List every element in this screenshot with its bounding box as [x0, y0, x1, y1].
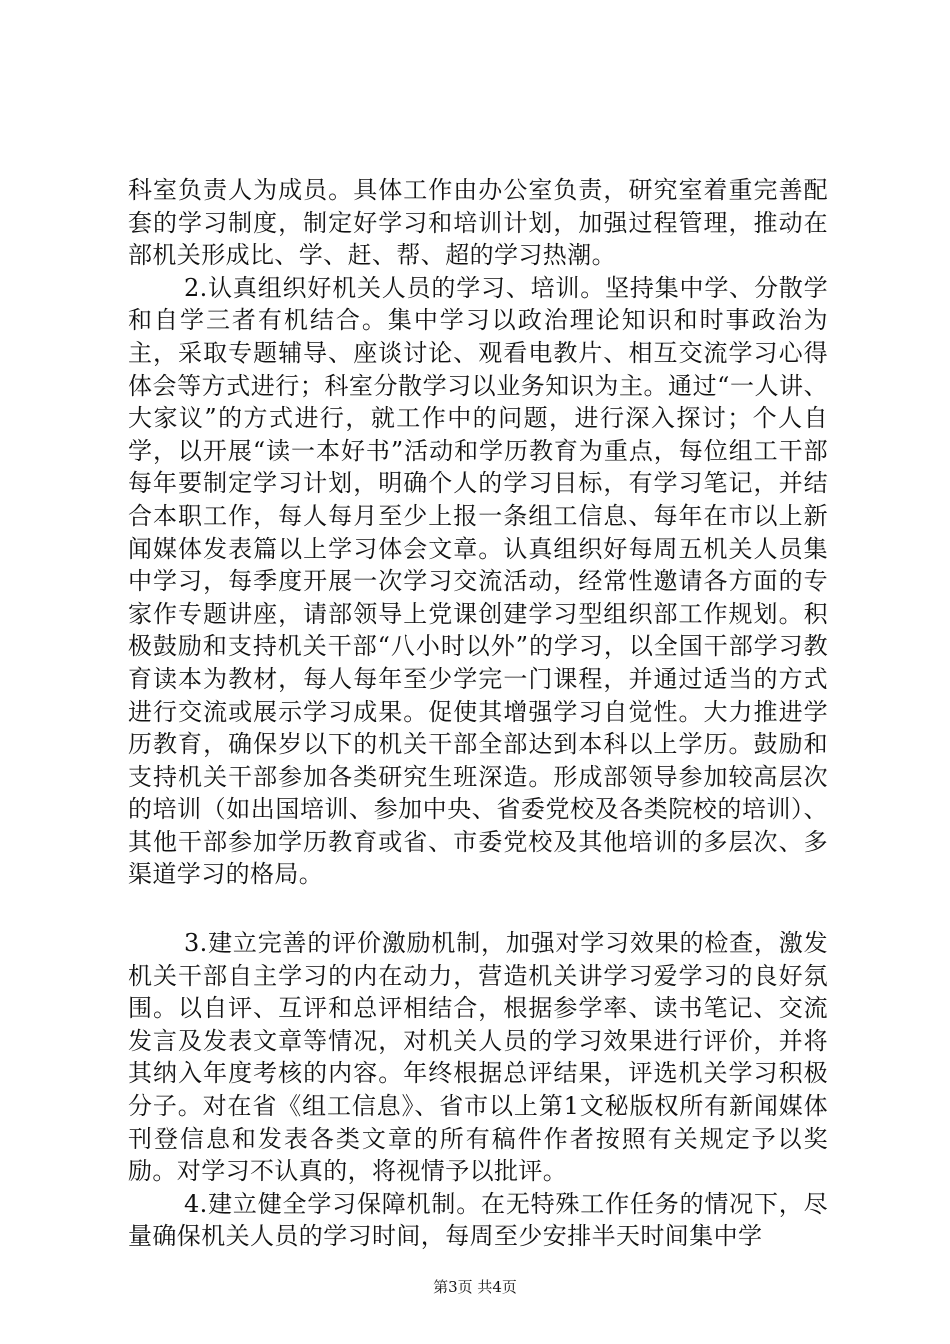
paragraph-spacer [128, 891, 828, 927]
paragraph-item-4: 4.建立健全学习保障机制。在无特殊工作任务的情况下，尽量确保机关人员的学习时间，每周至少安排半天时间集中学 [128, 1189, 828, 1251]
page-footer [0, 1276, 950, 1297]
paragraph-item-2: 2.认真组织好机关人员的学习、培训。坚持集中学、分散学和自学三者有机结合。集中学习以政治理论知识和时事政治为主，采取专题辅导、座谈讨论、观看电教片、相互交流学习心得体会等方式进行；科室分散学习以业务知识为主。通过“一人讲、大家议”的方式进行，就工作中的问题，进行深入探讨；个人自学，以开展“读一本好书”活动和学历教育为重点，每位组工干部每年要制定学习计划，明确个人的学习目标，有学习笔记，并结合本职工作，每人每月至少上报一条组工信息、每年在市以上新闻媒体发表篇以上学习体会文章。认真组织好每周五机关人员集中学习，每季度开展一次学习交流活动，经常性邀请各方面的专家作专题讲座，请部领导上党课创建学习型组织部工作规划。积极鼓励和支持机关干部“八小时以外”的学习，以全国干部学习教育读本为教材，每人每年至少学完一门课程，并通过适当的方式进行交流或展示学习成果。促使其增强学习自觉性。大力推进学历教育，确保岁以下的机关干部全部达到本科以上学历。鼓励和支持机关干部参加各类研究生班深造。形成部领导参加较高层次的培训（如出国培训、参加中央、省委党校及各类院校的培训）、其他干部参加学历教育或省、市委党校及其他培训的多层次、多渠道学习的格局。 [128, 273, 828, 889]
page-number-label: 第3页 共4页 [433, 1278, 517, 1296]
paragraph-item-3: 3.建立完善的评价激励机制，加强对学习效果的检查，激发机关干部自主学习的内在动力，营造机关讲学习爱学习的良好氛围。以自评、互评和总评相结合，根据参学率、读书笔记、交流发言及发表文章等情况，对机关人员的学习效果进行评价，并将其纳入年度考核的内容。年终根据总评结果，评选机关学习积极分子。对在省《组工信息》、省市以上第1文秘版权所有新闻媒体刊登信息和发表各类文章的所有稿件作者按照有关规定予以奖励。对学习不认真的，将视情予以批评。 [128, 929, 828, 1186]
paragraph-continuation: 科室负责人为成员。具体工作由办公室负责，研究室着重完善配套的学习制度，制定好学习和培训计划，加强过程管理，推动在部机关形成比、学、赶、帮、超的学习热潮。 [128, 176, 828, 270]
document-body [128, 174, 828, 1253]
